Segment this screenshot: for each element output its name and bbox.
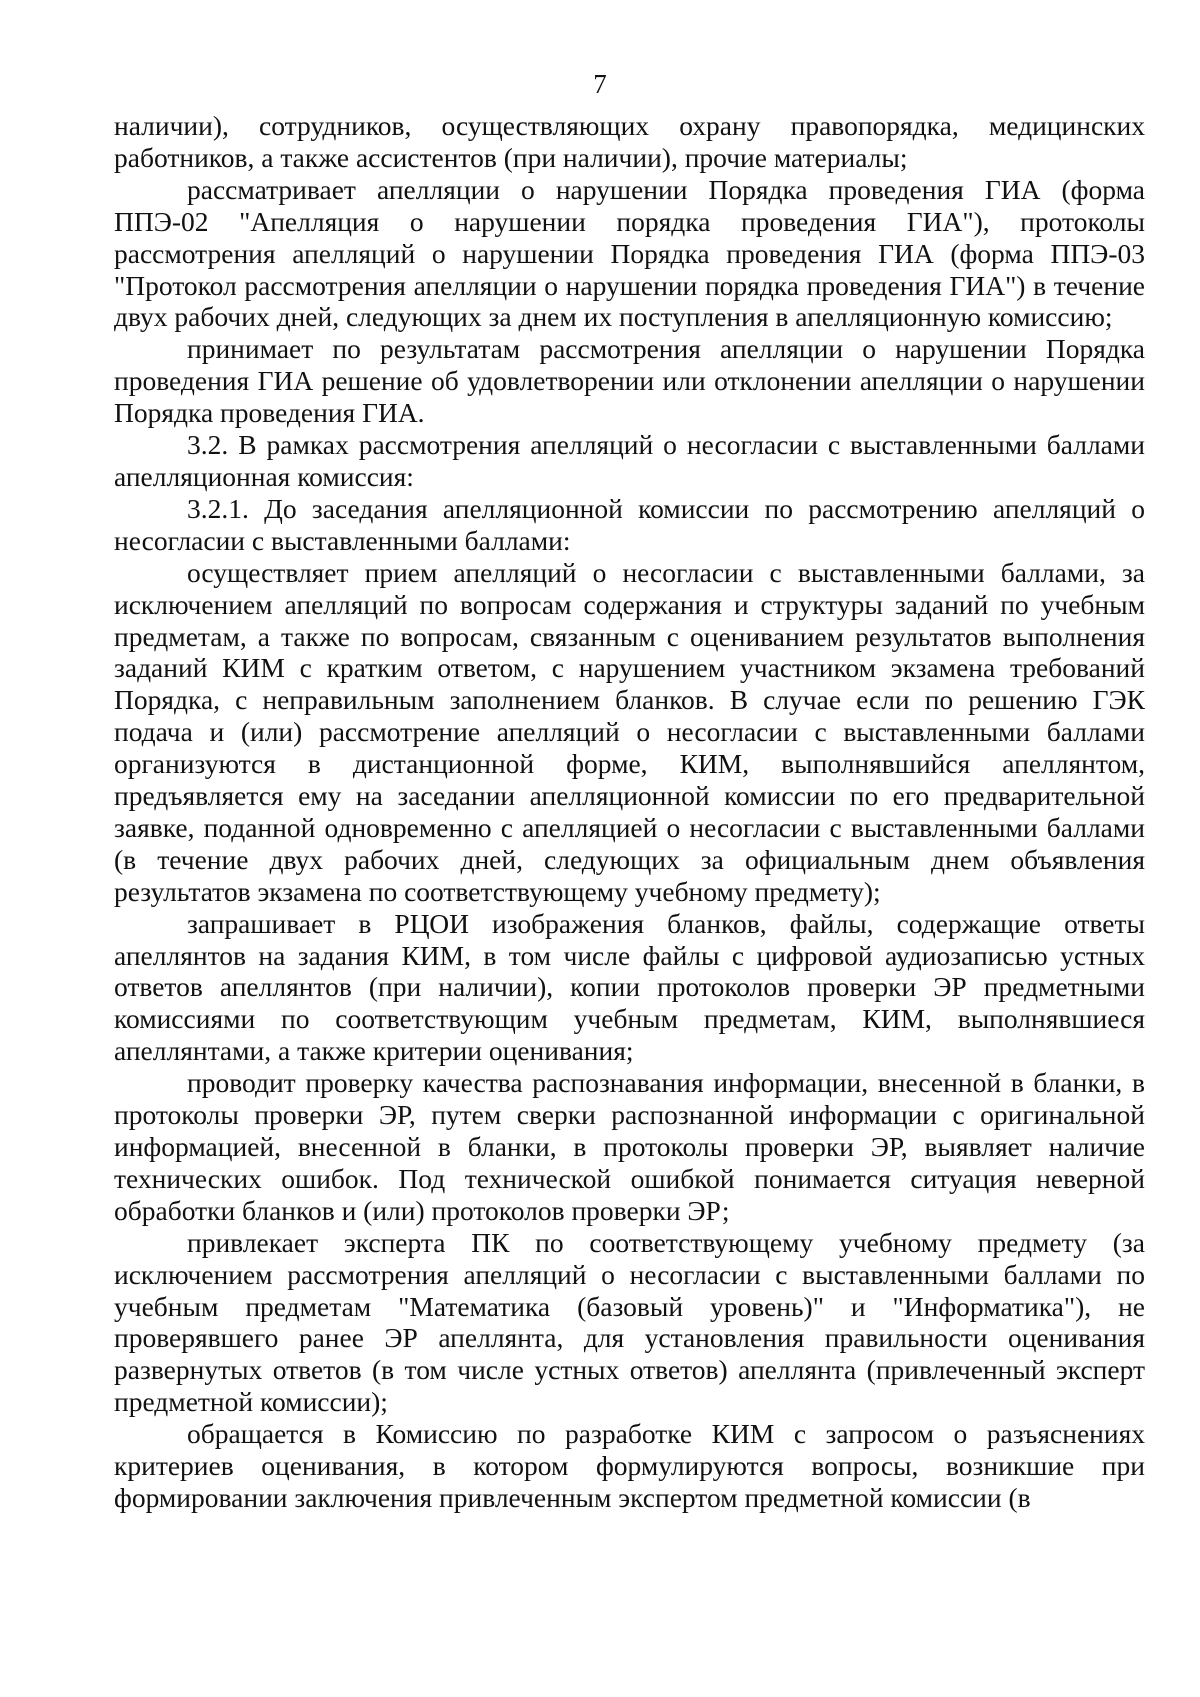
- paragraph: принимает по результатам рассмотрения апелляции о нарушении Порядка проведения ГИА решение об удовлетворении или отклонении апелляции о нарушении Порядка проведения ГИА.: [114, 333, 1145, 429]
- paragraph: запрашивает в РЦОИ изображения бланков, файлы, содержащие ответы апеллянтов на задания КИМ, в том числе файлы с цифровой аудиозаписью устных ответов апеллянтов (при наличии), копии протоколов проверки ЭР предметными комиссиями по соответствующим учебным предметам, КИМ, выполнявшиеся апеллянтами, а также критерии оценивания;: [114, 907, 1145, 1067]
- document-body: [114, 110, 1145, 1514]
- section-heading-3-2-1: 3.2.1. До заседания апелляционной комиссии по рассмотрению апелляций о несогласии с выставленными баллами:: [114, 492, 1145, 556]
- paragraph: рассматривает апелляции о нарушении Порядка проведения ГИА (форма ППЭ-02 "Апелляция о нарушении порядка проведения ГИА"), протоколы рассмотрения апелляций о нарушении Порядка проведения ГИА (форма ППЭ-03 "Протокол рассмотрения апелляции о нарушении порядка проведения ГИА") в течение двух рабочих дней, следующих за днем их поступления в апелляционную комиссию;: [114, 173, 1145, 333]
- paragraph: наличии), сотрудников, осуществляющих охрану правопорядка, медицинских работников, а также ассистентов (при наличии), прочие материалы;: [114, 110, 1145, 173]
- paragraph: обращается в Комиссию по разработке КИМ с запросом о разъяснениях критериев оценивания, в котором формулируются вопросы, возникшие при формировании заключения привлеченным экспертом предметной комиссии (в: [114, 1418, 1145, 1513]
- paragraph: проводит проверку качества распознавания информации, внесенной в бланки, в протоколы проверки ЭР, путем сверки распознанной информации с оригинальной информацией, внесенной в бланки, в протоколы проверки ЭР, выявляет наличие технических ошибок. Под технической ошибкой понимается ситуация неверной обработки бланков и (или) протоколов проверки ЭР;: [114, 1067, 1145, 1226]
- paragraph: осуществляет прием апелляций о несогласии с выставленными баллами, за исключением апелляций по вопросам содержания и структуры заданий по учебным предметам, а также по вопросам, связанным с оцениванием результатов выполнения заданий КИМ с кратким ответом, с нарушением участником экзамена требований Порядка, с неправильным заполнением бланков. В случае если по решению ГЭК подача и (или) рассмотрение апелляций о несогласии с выставленными баллами организуются в дистанционной форме, КИМ, выполнявшийся апеллянтом, предъявляется ему на заседании апелляционной комиссии по его предварительной заявке, поданной одновременно с апелляцией о несогласии с выставленными баллами (в течение двух рабочих дней, следующих за официальным днем объявления результатов экзамена по соответствующему учебному предмету);: [114, 556, 1145, 907]
- page-number: 7: [593, 69, 607, 99]
- paragraph: привлекает эксперта ПК по соответствующему учебному предмету (за исключением рассмотрения апелляций о несогласии с выставленными баллами по учебным предметам "Математика (базовый уровень)" и "Информатика"), не проверявшего ранее ЭР апеллянта, для установления правильности оценивания развернутых ответов (в том числе устных ответов) апеллянта (привлеченный эксперт предметной комиссии);: [114, 1226, 1145, 1418]
- section-heading-3-2: 3.2. В рамках рассмотрения апелляций о несогласии с выставленными баллами апелляционная комиссия:: [114, 429, 1145, 492]
